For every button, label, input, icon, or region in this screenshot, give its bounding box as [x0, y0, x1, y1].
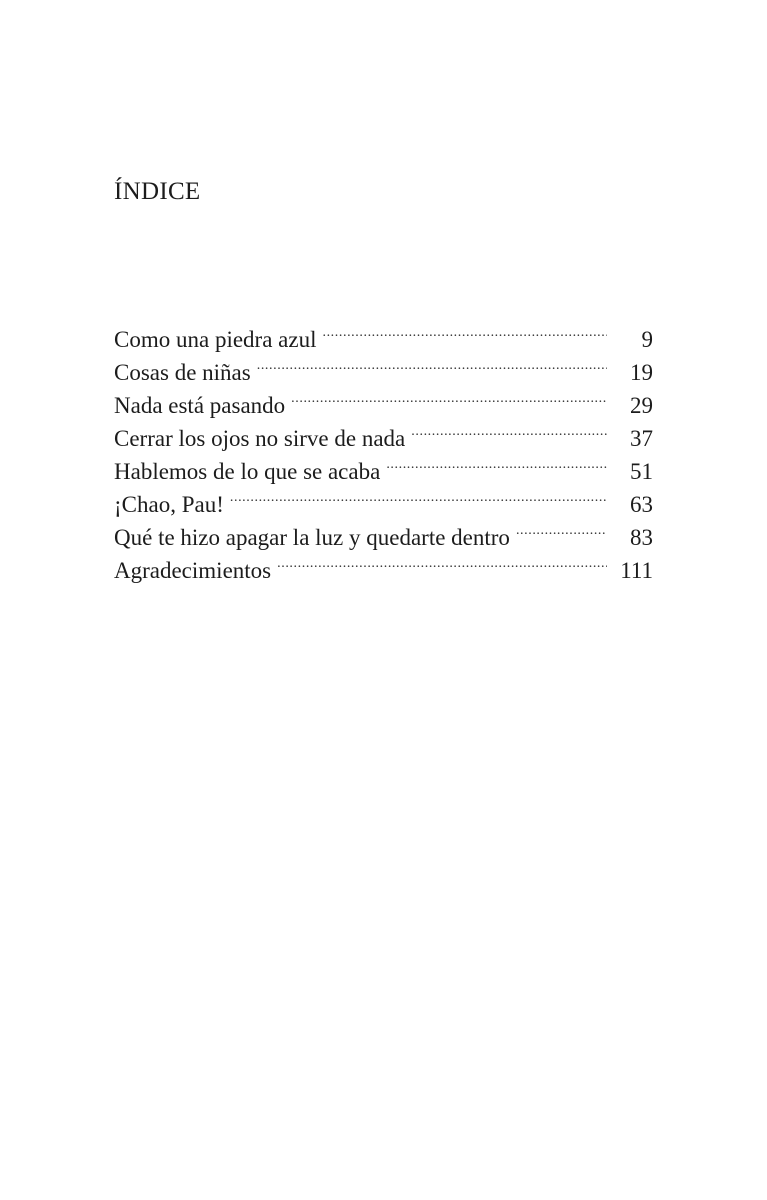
toc-entry-page: 83 [630, 525, 653, 550]
dot-leader [411, 413, 607, 446]
toc-entry-page: 37 [630, 426, 653, 451]
toc-entry-page: 9 [641, 327, 653, 352]
toc-entry-title: ¡Chao, Pau! [114, 492, 224, 517]
dot-leader [257, 347, 607, 380]
page-title: ÍNDICE [114, 178, 201, 205]
toc-entry-title: Como una piedra azul [114, 327, 317, 352]
dot-leader [291, 380, 607, 413]
toc-entry-title: Nada está pasando [114, 393, 286, 418]
toc-entry-title: Agradecimientos [114, 558, 272, 583]
toc-entry-page: 51 [630, 459, 653, 484]
toc-entry-title: Cosas de niñas [114, 360, 251, 385]
toc-entry-title: Hablemos de lo que se acaba [114, 459, 381, 484]
toc-entry-page: 19 [630, 360, 653, 385]
toc-entry-title: Cerrar los ojos no sirve de nada [114, 426, 406, 451]
toc-entry [114, 314, 653, 352]
dot-leader [277, 545, 607, 578]
dot-leader [230, 479, 607, 512]
toc-entry-page: 111 [620, 558, 653, 583]
table-of-contents [114, 314, 653, 583]
dot-leader [386, 446, 607, 479]
dot-leader [322, 314, 607, 347]
toc-entry-title: Qué te hizo apagar la luz y quedarte dentro [114, 525, 510, 550]
toc-entry-page: 63 [630, 492, 653, 517]
dot-leader [516, 512, 607, 545]
toc-entry-page: 29 [630, 393, 653, 418]
